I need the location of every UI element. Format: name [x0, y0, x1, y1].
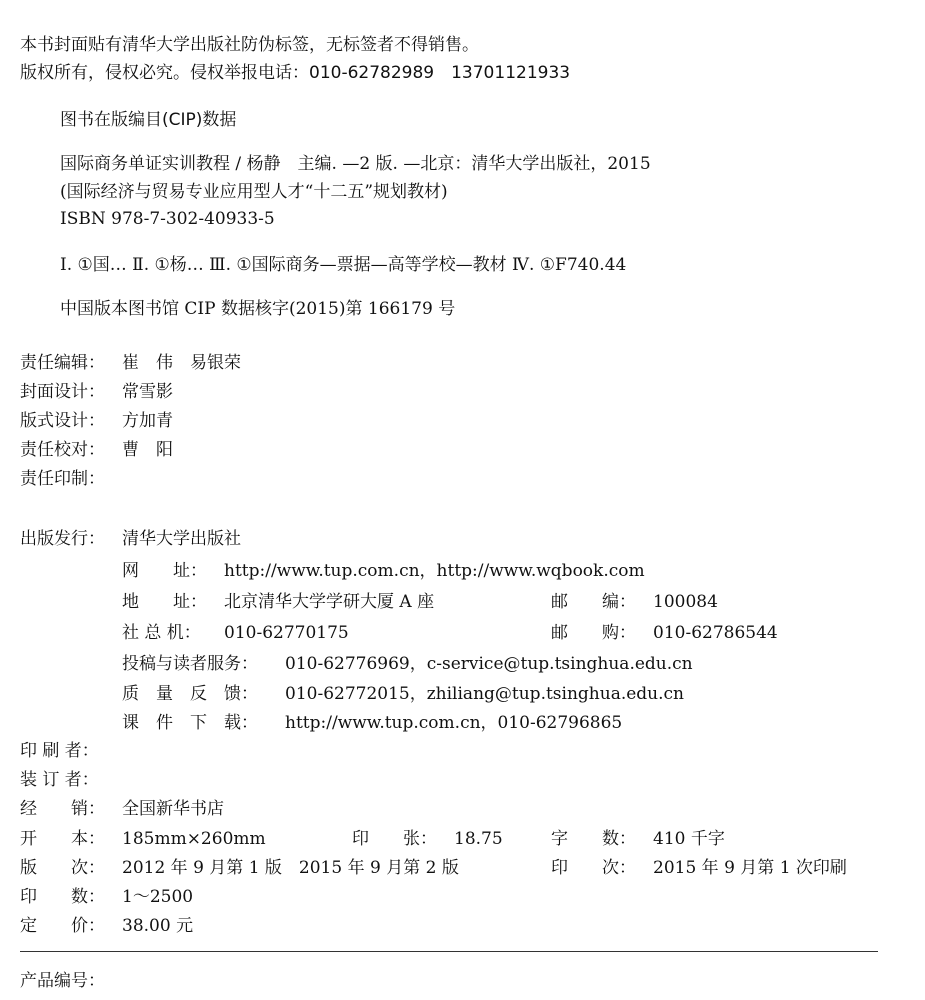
cip-heading: 图书在版编目(CIP)数据	[60, 110, 237, 130]
proofreader-label: 责任校对：	[20, 440, 105, 460]
word-count-label: 字 数：	[551, 829, 636, 849]
distributor-value: 全国新华书店	[122, 799, 224, 819]
price-label: 定 价：	[20, 916, 105, 936]
postcode-label: 邮 编：	[551, 592, 636, 612]
impression-label: 印 次：	[551, 858, 636, 878]
copyright-notice: 版权所有，侵权必究。侵权举报电话：010-62782989 13701121933	[20, 63, 571, 83]
cover-design-value: 常雪影	[122, 382, 173, 402]
sheets-label: 印 张：	[352, 829, 437, 849]
publisher-name: 清华大学出版社	[122, 529, 241, 549]
switchboard-value: 010-62770175	[224, 623, 349, 643]
edition-value: 2012 年 9 月第 1 版 2015 年 9 月第 2 版	[122, 858, 459, 878]
editor-label: 责任编辑：	[20, 353, 105, 373]
layout-design-value: 方加青	[122, 411, 173, 431]
print-run-value: 1～2500	[122, 887, 194, 907]
price-value: 38.00 元	[122, 916, 194, 936]
proofreader-value: 曹 阳	[122, 440, 173, 460]
cip-line-1: 国际商务单证实训教程 / 杨静 主编. —2 版. —北京：清华大学出版社，2015	[60, 154, 651, 174]
cover-design-label: 封面设计：	[20, 382, 105, 402]
address-value: 北京清华大学学研大厦 A 座	[224, 592, 435, 612]
anti-counterfeit-notice: 本书封面贴有清华大学出版社防伪标签，无标签者不得销售。	[20, 35, 479, 55]
impression-value: 2015 年 9 月第 1 次印刷	[653, 858, 847, 878]
word-count-value: 410 千字	[653, 829, 725, 849]
print-run-label: 印 数：	[20, 887, 105, 907]
format-label: 开 本：	[20, 829, 105, 849]
distributor-label: 经 销：	[20, 799, 105, 819]
cip-classification: Ⅰ. ①国… Ⅱ. ①杨… Ⅲ. ①国际商务—票据—高等学校—教材 Ⅳ. ①F740.44	[60, 255, 627, 275]
postcode-value: 100084	[653, 592, 718, 612]
binder-label: 装 订 者：	[20, 770, 99, 790]
website-label: 网 址：	[122, 561, 207, 581]
format-value: 185mm×260mm	[122, 829, 266, 849]
courseware-download-label: 课 件 下 载：	[122, 713, 258, 733]
editor-value: 崔 伟 易银荣	[122, 353, 241, 373]
cip-isbn: ISBN 978-7-302-40933-5	[60, 209, 275, 229]
address-label: 地 址：	[122, 592, 207, 612]
divider-line	[20, 951, 878, 952]
courseware-download-value: http://www.tup.com.cn，010-62796865	[285, 713, 623, 733]
reader-service-label: 投稿与读者服务：	[122, 654, 258, 674]
mail-order-label: 邮 购：	[551, 623, 636, 643]
cip-record-number: 中国版本图书馆 CIP 数据核字(2015)第 166179 号	[60, 299, 456, 319]
layout-design-label: 版式设计：	[20, 411, 105, 431]
quality-feedback-value: 010-62772015，zhiliang@tup.tsinghua.edu.cn	[285, 684, 684, 704]
print-supervisor-label: 责任印制：	[20, 469, 105, 489]
mail-order-value: 010-62786544	[653, 623, 778, 643]
reader-service-value: 010-62776969，c-service@tup.tsinghua.edu.cn	[285, 654, 693, 674]
publisher-label: 出版发行：	[20, 529, 105, 549]
product-code-label: 产品编号：	[20, 971, 105, 991]
website-value: http://www.tup.com.cn，http://www.wqbook.com	[224, 561, 645, 581]
edition-label: 版 次：	[20, 858, 105, 878]
switchboard-label: 社 总 机：	[122, 623, 201, 643]
sheets-value: 18.75	[454, 829, 503, 849]
printer-label: 印 刷 者：	[20, 741, 99, 761]
quality-feedback-label: 质 量 反 馈：	[122, 684, 258, 704]
cip-line-2: (国际经济与贸易专业应用型人才“十二五”规划教材)	[60, 182, 448, 202]
